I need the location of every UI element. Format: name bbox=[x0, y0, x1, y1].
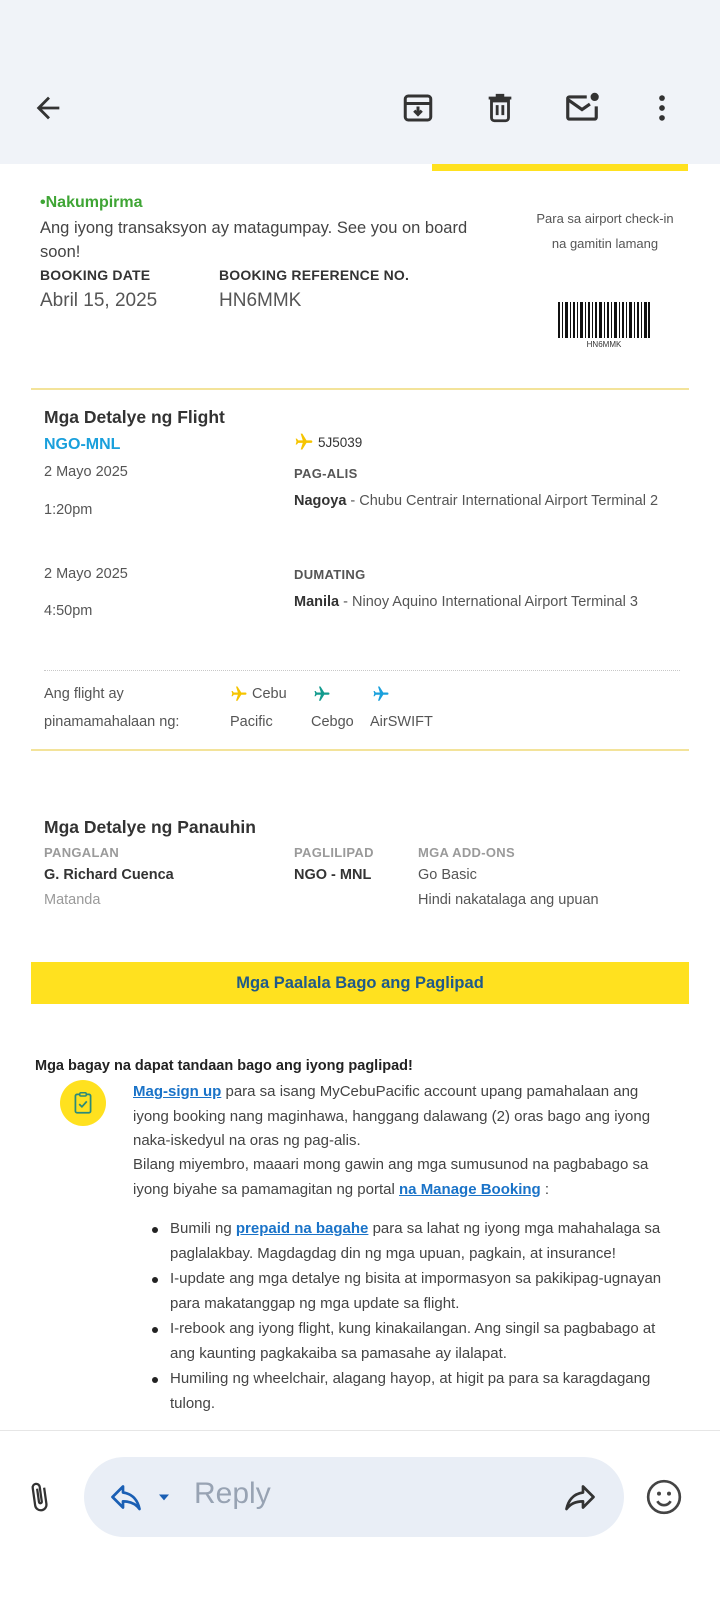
booking-barcode bbox=[558, 302, 650, 338]
mark-unread-button[interactable] bbox=[562, 88, 602, 128]
barcode-text: HN6MMK bbox=[586, 340, 622, 349]
list-item: Humiling ng wheelchair, alagang hayop, at higit pa para sa karagdagang tulong. bbox=[148, 1367, 673, 1416]
airport-checkin-note: Para sa airport check-in na gamitin lamang bbox=[536, 211, 674, 251]
arrow-left-icon bbox=[31, 91, 65, 125]
depart-location: Nagoya - Chubu Centrair International Airport Terminal 2 bbox=[294, 493, 659, 509]
more-button[interactable] bbox=[642, 88, 682, 128]
reply-icon bbox=[108, 1479, 144, 1515]
mail-unread-icon bbox=[563, 89, 601, 127]
reply-field[interactable] bbox=[84, 1457, 624, 1537]
confirmation-status: •Nakumpirma bbox=[40, 194, 143, 211]
benefits-list bbox=[148, 1217, 673, 1417]
addons-label: MGA ADD-ONS bbox=[418, 845, 515, 860]
booking-date-label: BOOKING DATE bbox=[40, 267, 151, 283]
section-divider bbox=[31, 388, 689, 390]
plane-icon bbox=[372, 685, 390, 703]
plane-icon bbox=[294, 432, 314, 452]
clipboard-icon bbox=[60, 1080, 106, 1126]
paperclip-icon bbox=[22, 1477, 56, 1517]
depart-label: PAG-ALIS bbox=[294, 466, 358, 481]
arrive-date: 2 Mayo 2025 bbox=[44, 566, 128, 582]
emoji-icon bbox=[644, 1477, 684, 1517]
email-body bbox=[0, 164, 720, 1430]
operator-airswift: AirSWIFT bbox=[370, 680, 433, 736]
list-item: I-update ang mga detalye ng bisita at impormasyon sa pakikipag-ugnayan para makatanggap ng mga update sa flight. bbox=[148, 1267, 673, 1316]
member-paragraph: Bilang miyembro, maaari mong gawin ang mga sumusunod na pagbabago sa iyong biyahe sa pamamagitan ng portal na Manage Booking : bbox=[133, 1156, 649, 1198]
depart-date: 2 Mayo 2025 bbox=[44, 464, 128, 480]
operator-cebu-pacific: Cebu Pacific bbox=[230, 686, 287, 730]
trash-icon bbox=[483, 91, 517, 125]
manage-booking-link[interactable]: na Manage Booking bbox=[399, 1180, 541, 1198]
archive-icon bbox=[400, 90, 436, 126]
arrive-location: Manila - Ninoy Aquino International Airport Terminal 3 bbox=[294, 594, 638, 610]
section-divider bbox=[31, 749, 689, 751]
guest-name-label: PANGALAN bbox=[44, 845, 120, 860]
reminders-banner: Mga Paalala Bago ang Paglipad bbox=[31, 962, 689, 1004]
operator-cebgo: Cebgo bbox=[311, 680, 354, 736]
depart-time: 1:20pm bbox=[44, 502, 93, 518]
list-item: I-rebook ang iyong flight, kung kinakailangan. Ang singil sa pagbabago at ang kaunting pagkakaiba sa pamasahe ay ilalapat. bbox=[148, 1317, 673, 1366]
list-item: Bumili ng prepaid na bagahe para sa lahat ng iyong mga mahahalaga sa paglalakbay. Magdagdag din ng mga upuan, pagkain, at insurance! bbox=[148, 1217, 673, 1266]
signup-paragraph: Mag-sign up para sa isang MyCebuPacific account upang pamahalaan ang iyong booking nang maginhawa, hanggang dalawang (2) oras bago ang iyong naka-iskedyul na oras ng pag-alis. bbox=[133, 1083, 651, 1149]
reply-placeholder: Reply bbox=[194, 1477, 271, 1510]
emoji-button[interactable] bbox=[644, 1477, 684, 1522]
arrive-label: DUMATING bbox=[294, 567, 366, 582]
guest-name: G. Richard Cuenca bbox=[44, 867, 174, 883]
addon-fare: Go Basic bbox=[418, 867, 477, 883]
more-vertical-icon bbox=[645, 91, 679, 125]
back-button[interactable] bbox=[28, 88, 68, 128]
flight-number: 5J5039 bbox=[294, 432, 362, 452]
confirmation-message: Ang iyong transaksyon ay matagumpay. See you on board soon! bbox=[40, 219, 468, 261]
reply-button[interactable] bbox=[108, 1479, 144, 1520]
caret-down-icon bbox=[154, 1487, 174, 1507]
reminders-title: Mga bagay na dapat tandaan bago ang iyong paglipad! bbox=[35, 1058, 413, 1074]
flight-route: NGO-MNL bbox=[44, 436, 121, 453]
email-toolbar bbox=[0, 0, 720, 164]
dotted-divider bbox=[44, 670, 680, 671]
archive-button[interactable] bbox=[398, 88, 438, 128]
plane-icon bbox=[230, 685, 248, 703]
operated-by-label: Ang flight ay pinamamahalaan ng: bbox=[44, 686, 180, 730]
booking-ref: HN6MMK bbox=[219, 290, 302, 311]
addon-seat: Hindi nakatalaga ang upuan bbox=[418, 892, 599, 908]
arrive-time: 4:50pm bbox=[44, 603, 93, 619]
prepaid-baggage-link[interactable]: prepaid na bagahe bbox=[235, 1220, 369, 1237]
delete-button[interactable] bbox=[480, 88, 520, 128]
forward-button[interactable] bbox=[562, 1479, 598, 1520]
forward-icon bbox=[562, 1479, 598, 1515]
reply-mode-dropdown[interactable] bbox=[154, 1487, 174, 1512]
booking-ref-label: BOOKING REFERENCE NO. bbox=[219, 267, 410, 283]
flight-details-heading: Mga Detalye ng Flight bbox=[44, 407, 225, 427]
plane-icon bbox=[313, 685, 331, 703]
guest-flight: NGO - MNL bbox=[294, 867, 372, 883]
signup-link[interactable]: Mag-sign up bbox=[133, 1083, 222, 1100]
header-accent-strip bbox=[432, 164, 688, 171]
attach-button[interactable] bbox=[22, 1477, 56, 1522]
guest-type: Matanda bbox=[44, 892, 101, 908]
booking-date: Abril 15, 2025 bbox=[40, 290, 158, 311]
guest-details-heading: Mga Detalye ng Panauhin bbox=[44, 817, 256, 837]
reply-bar bbox=[0, 1430, 720, 1600]
guest-flight-label: PAGLILIPAD bbox=[294, 845, 374, 860]
